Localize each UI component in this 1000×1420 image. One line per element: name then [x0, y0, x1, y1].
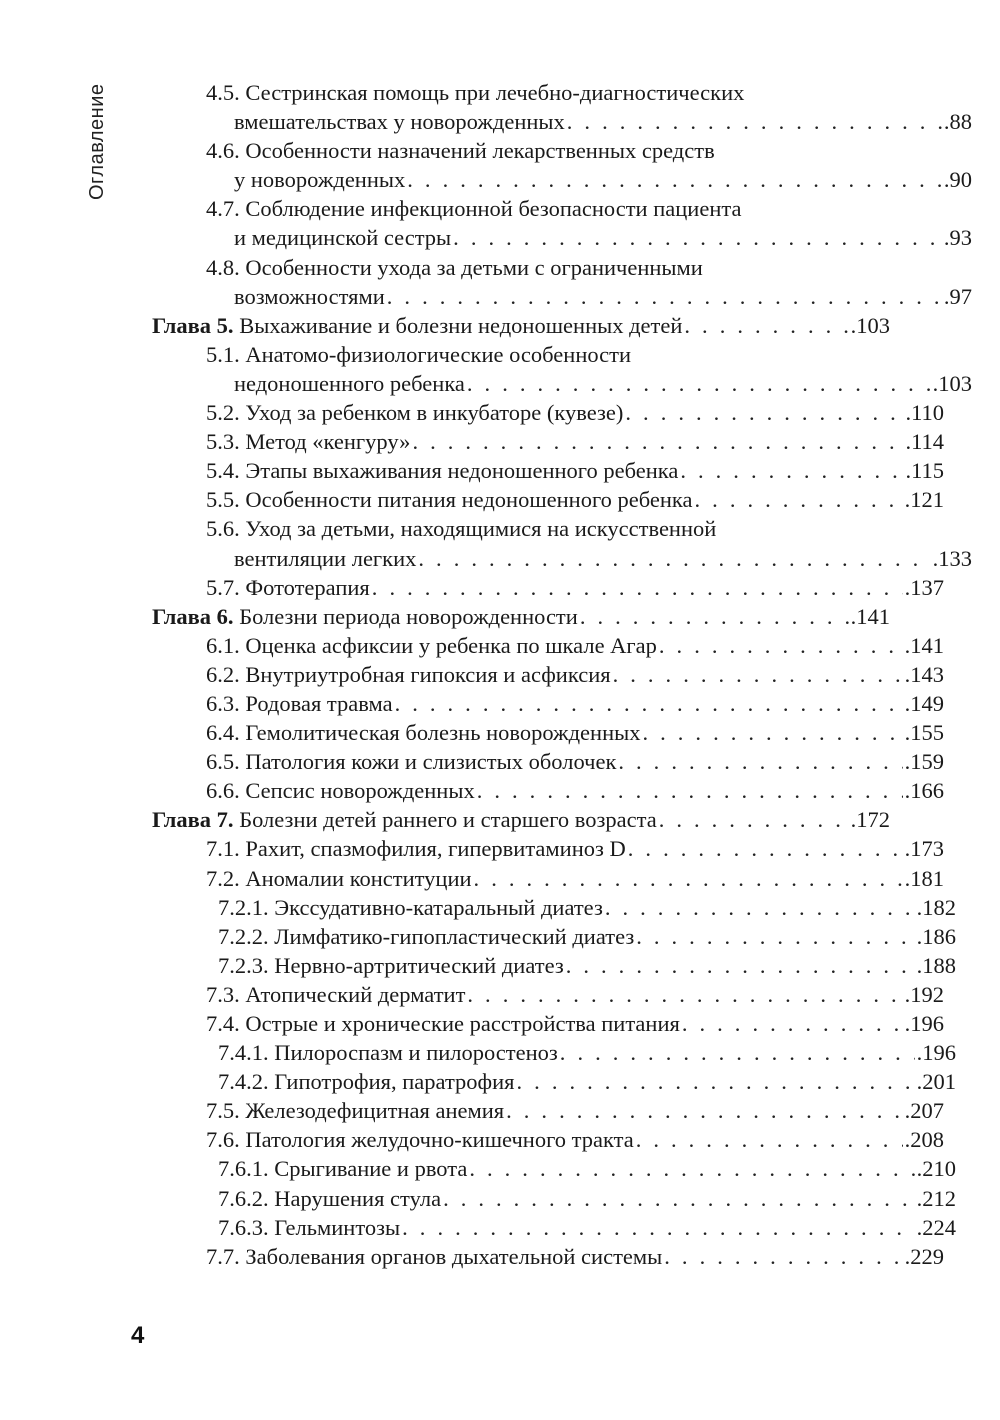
toc-page-number: .212	[916, 1185, 956, 1211]
dot-leader	[467, 369, 931, 398]
toc-entry-title: 7.3. Атопический дерматит	[206, 981, 466, 1007]
page-number: 4	[131, 1322, 145, 1349]
dot-leader	[628, 834, 903, 863]
toc-page-number: .114	[905, 429, 944, 455]
toc-entry-title: 7.4.1. Пилороспазм и пилоростеноз	[218, 1040, 558, 1066]
chapter-title-text: Болезни детей раннего и старшего возраста	[239, 807, 657, 833]
toc-entry-title: 7.2.1. Экссудативно-катаральный диатез	[218, 894, 603, 920]
toc-entry-title: 7.1. Рахит, спазмофилия, гипервитаминоз D	[206, 836, 626, 862]
toc-entry-5-4[interactable]	[152, 456, 944, 485]
dot-leader	[605, 893, 915, 922]
toc-page-number: .143	[904, 661, 944, 687]
toc-page-number: .188	[916, 952, 956, 978]
toc-entry-6-3[interactable]	[152, 689, 944, 718]
toc-entry-title: 7.4.2. Гипотрофия, паратрофия	[218, 1069, 515, 1095]
toc-entry-5-6[interactable]	[152, 544, 972, 573]
dot-leader	[580, 602, 849, 631]
dot-leader	[560, 1038, 915, 1067]
toc-entry-title: 7.2.2. Лимфатико-гипопластический диатез	[218, 923, 635, 949]
toc-entry-title: 6.4. Гемолитическая болезнь новорожденных	[206, 720, 641, 746]
toc-page-number: .121	[904, 487, 944, 513]
dot-leader	[659, 631, 903, 660]
toc-chapter-title	[152, 602, 578, 631]
toc-entry-4-6[interactable]	[152, 165, 972, 194]
toc-entry-title: 5.2. Уход за ребенком в инкубаторе (кувезе)	[206, 400, 624, 426]
dot-leader	[412, 427, 903, 456]
dot-leader	[695, 485, 903, 514]
dot-leader	[467, 980, 902, 1009]
toc-entry-7-5[interactable]	[152, 1096, 944, 1125]
toc-entry-5-7[interactable]	[152, 573, 944, 602]
toc-entry-title: 7.6.1. Срыгивание и рвота	[218, 1156, 468, 1182]
toc-page-number: .224	[916, 1214, 956, 1240]
toc-page-number: .93	[943, 225, 972, 251]
dot-leader	[680, 456, 903, 485]
dot-leader	[517, 1067, 915, 1096]
dot-leader	[566, 951, 915, 980]
toc-page-number: .166	[904, 778, 944, 804]
toc-entry-5-3[interactable]	[152, 427, 944, 456]
running-header-section-label: Оглавление	[86, 83, 108, 200]
chapter-title-text: Болезни периода новорожденности	[239, 603, 578, 629]
toc-entry-7-2-2[interactable]	[152, 922, 956, 951]
dot-leader	[418, 544, 930, 573]
toc-entry-4-5[interactable]	[152, 107, 972, 136]
toc-entry-5-5[interactable]	[152, 485, 944, 514]
toc-entry-title: недоношенного ребенка	[234, 370, 465, 396]
toc-entry-title: 6.3. Родовая травма	[206, 690, 393, 716]
dot-leader	[395, 689, 903, 718]
toc-entry-6-1[interactable]	[152, 631, 944, 660]
dot-leader	[636, 922, 914, 951]
toc-page-number: .208	[904, 1127, 944, 1153]
toc-entry-title: 7.6.2. Нарушения стула	[218, 1185, 442, 1211]
toc-page-number: .133	[932, 545, 972, 571]
toc-entry-title: 7.4. Острые и хронические расстройства питания	[206, 1011, 680, 1036]
dot-leader	[613, 660, 903, 689]
toc-entry-4-5-line1: 4.5. Сестринская помощь при лечебно-диагностических	[206, 80, 745, 105]
toc-page-number: .196	[916, 1040, 956, 1066]
toc-entry-4-8-line1: 4.8. Особенности ухода за детьми с ограниченными	[206, 254, 703, 280]
toc-entry-4-8[interactable]	[152, 282, 972, 311]
toc-page-number: .88	[943, 109, 972, 135]
toc-entry-7-2-3[interactable]	[152, 951, 956, 980]
toc-page-number: .196	[904, 1011, 944, 1036]
toc-entry-7-6-2[interactable]	[152, 1184, 956, 1213]
toc-entry-title: и медицинской сестры	[234, 225, 452, 251]
toc-page-number: .137	[904, 574, 944, 600]
toc-chapter-title	[152, 805, 657, 834]
toc-entry-6-4[interactable]	[152, 718, 944, 747]
toc-entry-title: у новорожденных	[234, 167, 406, 193]
toc-page-number: .186	[916, 923, 956, 949]
chapter-label: Глава 6.	[152, 603, 234, 629]
toc-entry-title: 5.5. Особенности питания недоношенного ребенка	[206, 487, 693, 513]
toc-entry-title: 5.3. Метод «кенгуру»	[206, 429, 411, 455]
toc-entry-title: 7.2. Аномалии конституции	[206, 865, 472, 891]
toc-entry-5-1-line1: 5.1. Анатомо-физиологические особенности	[206, 341, 632, 367]
toc-page-number: .97	[943, 283, 972, 309]
dot-leader	[443, 1184, 915, 1213]
toc-entry-7-4-1[interactable]	[152, 1038, 956, 1067]
dot-leader	[636, 1125, 903, 1154]
toc-entry-7-6[interactable]	[152, 1125, 944, 1154]
dot-leader	[664, 1242, 902, 1271]
toc-entry-4-7[interactable]	[152, 223, 972, 252]
toc-entry-title: возможностями	[234, 283, 385, 309]
toc-entry-7-6-1[interactable]	[152, 1154, 956, 1183]
toc-entry-6-6[interactable]	[152, 776, 944, 805]
dot-leader	[469, 1154, 914, 1183]
dot-leader	[453, 223, 942, 252]
toc-entry-7-7[interactable]	[152, 1242, 944, 1271]
toc-page-number: .115	[905, 458, 944, 484]
toc-page-number: .90	[943, 167, 972, 193]
toc-page-number: .103	[850, 312, 890, 338]
toc-entry-7-4-2[interactable]	[152, 1067, 956, 1096]
toc-page-number: .103	[932, 370, 972, 396]
toc-page-number: .192	[904, 981, 944, 1007]
chapter-label: Глава 7.	[152, 807, 234, 833]
dot-leader	[642, 718, 902, 747]
toc-entry-title: вмешательствах у новорожденных	[234, 109, 565, 135]
toc-entry-7-1[interactable]	[152, 834, 944, 863]
toc-chapter-5[interactable]	[152, 311, 890, 340]
toc-entry-title: 7.2.3. Нервно-артритический диатез	[218, 952, 564, 978]
toc-entry-4-7-line1: 4.7. Соблюдение инфекционной безопасности пациента	[206, 196, 742, 222]
toc-entry-7-4[interactable]	[152, 1009, 944, 1038]
toc-page-number: .182	[916, 894, 956, 920]
toc-entry-title: 6.5. Патология кожи и слизистых оболочек	[206, 749, 617, 775]
toc-page-number: .172	[850, 807, 890, 833]
toc-chapter-7[interactable]	[152, 805, 890, 834]
chapter-title-text: Выхаживание и болезни недоношенных детей	[239, 312, 683, 338]
toc-entry-7-6-3[interactable]	[152, 1213, 956, 1242]
dot-leader	[659, 805, 849, 834]
toc-entry-title: 5.4. Этапы выхаживания недоношенного ребенка	[206, 458, 679, 484]
dot-leader	[684, 311, 848, 340]
toc-entry-title: 7.6.3. Гельминтозы	[218, 1214, 401, 1240]
toc-page-number: .201	[916, 1069, 956, 1095]
toc-entry-4-6-line1: 4.6. Особенности назначений лекарственных средств	[206, 138, 715, 164]
dot-leader	[625, 398, 903, 427]
toc-entry-6-5[interactable]	[152, 747, 944, 776]
dot-leader	[618, 747, 902, 776]
toc-chapter-title	[152, 311, 682, 340]
toc-page-number: .141	[904, 632, 944, 658]
toc-entry-title: 7.6. Патология желудочно-кишечного тракта	[206, 1127, 634, 1153]
dot-leader	[402, 1213, 914, 1242]
toc-entry-title: вентиляции легких	[234, 545, 417, 571]
toc-entry-7-2-1[interactable]	[152, 893, 956, 922]
toc-page-number: .149	[904, 690, 944, 716]
toc-page-number: .229	[904, 1243, 944, 1269]
toc-entry-7-2[interactable]	[152, 864, 944, 893]
toc-page-number: .110	[905, 400, 944, 426]
dot-leader	[682, 1009, 903, 1038]
toc-page-number: .210	[916, 1156, 956, 1182]
toc-page-number: .155	[904, 720, 944, 746]
toc-page-number: .159	[904, 749, 944, 775]
dot-leader	[474, 864, 903, 893]
toc-entry-5-2[interactable]	[152, 398, 944, 427]
dot-leader	[506, 1096, 903, 1125]
dot-leader	[407, 165, 942, 194]
toc-chapter-6[interactable]	[152, 602, 890, 631]
toc-entry-5-6-line1: 5.6. Уход за детьми, находящимися на искусственной	[206, 516, 717, 542]
toc-entry-title: 6.6. Сепсис новорожденных	[206, 778, 475, 804]
table-of-contents	[152, 78, 972, 1271]
toc-page-number: .181	[904, 865, 944, 891]
toc-page-number: .141	[850, 603, 890, 629]
toc-entry-title: 7.5. Железодефицитная анемия	[206, 1098, 505, 1124]
dot-leader	[477, 776, 903, 805]
dot-leader	[567, 107, 942, 136]
toc-entry-title: 5.7. Фототерапия	[206, 574, 370, 600]
toc-entry-5-1[interactable]	[152, 369, 972, 398]
toc-entry-title: 6.2. Внутриутробная гипоксия и асфиксия	[206, 661, 611, 687]
dot-leader	[387, 282, 942, 311]
toc-entry-title: 7.7. Заболевания органов дыхательной системы	[206, 1243, 663, 1269]
toc-entry-7-3[interactable]	[152, 980, 944, 1009]
chapter-label: Глава 5.	[152, 312, 234, 338]
dot-leader	[372, 573, 903, 602]
toc-entry-6-2[interactable]	[152, 660, 944, 689]
toc-page-number: .173	[904, 836, 944, 862]
toc-entry-title: 6.1. Оценка асфиксии у ребенка по шкале Агар	[206, 632, 657, 658]
toc-page-number: .207	[904, 1098, 944, 1124]
